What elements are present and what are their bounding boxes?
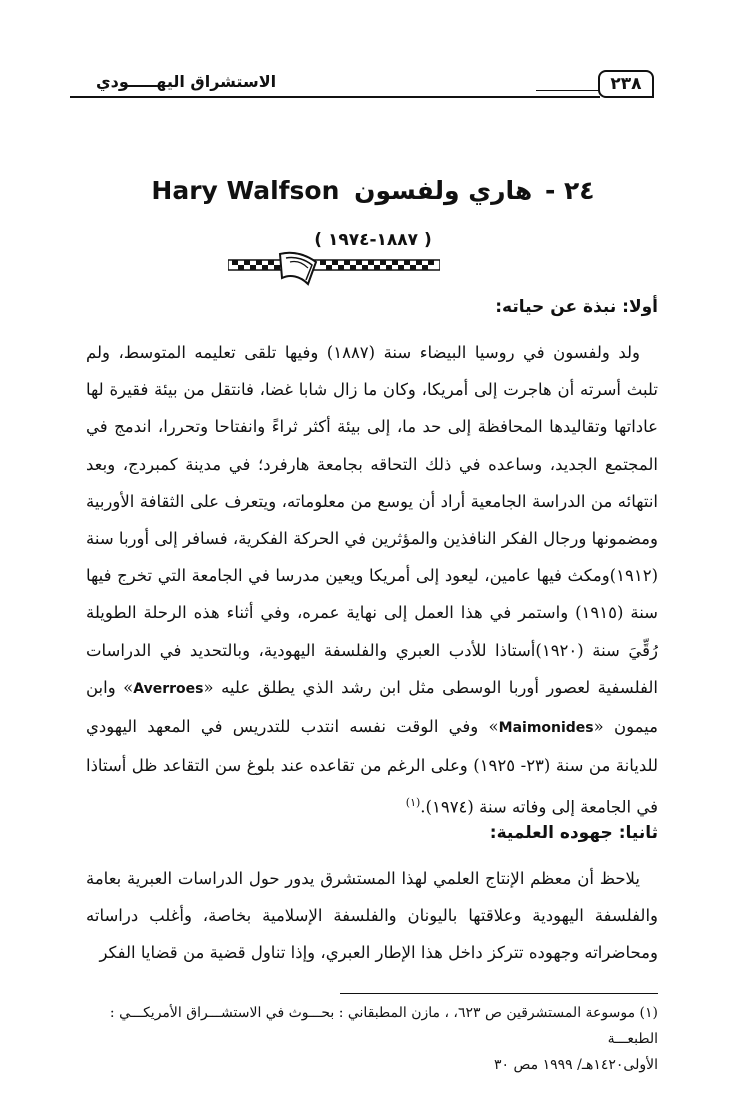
- footnote: [80, 1000, 658, 1078]
- page-number-box: [598, 70, 654, 98]
- biography-text-part-1: ولد ولفسون في روسيا البيضاء سنة (١٨٨٧) وفيها تلقى تعليمه المتوسط، ولم تلبث أسرته أن هاجرت إلى أمريكا، وكان ما زال شابا غضا، فانتقل من بيئة فقيرة لها عاداتها وتقاليدها المحافظة إلى حد ما، إلى بيئة أكثر ثراءً وانفتاحا وتحررا، اندمج في المجتمع الجديد، وساعده في ذلك التحاقه بجامعة هارفرد؛ في مدينة كمبردج، وبعد انتهائه من الدراسة الجامعية أراد أن يوسع من معلوماته، ويتعرف على الثقافة الأوربية ومضمونها ورجال الفكر النافذين والمؤثرين في الحركة الفكرية، فسافر إلى أوربا سنة (١٩١٢)ومكث فيها عامين، ليعود إلى أمريكا ويعين مدرسا في الجامعة التي تخرج فيها سنة (١٩١٥) واستمر في هذا العمل إلى نهاية عمره، وفي أثناء هذه الرحلة الطويلة رُقِّيَ سنة (١٩٢٠)أستاذا للأدب العبري والفلسفة اليهودية، وبالتحديد في الدراسات الفلسفية لعصور أوربا الوسطى مثل ابن رشد الذي يطلق عليه «: [86, 343, 658, 697]
- footnote-line-1: (١) موسوعة المستشرقين ص ٦٢٣، ، مازن المطبقاني : بحـــوث في الاستشـــراق الأمريكـــي : الطبعـــة: [109, 1005, 658, 1047]
- term-averroes: Averroes: [133, 680, 204, 697]
- header-rule-short: [536, 90, 600, 91]
- footnote-line-2: الأولى١٤٢٠هـ/ ١٩٩٩ مص ٣٠: [494, 1057, 658, 1073]
- article-title-latin: Hary Walfson: [151, 176, 340, 205]
- header-rule: [70, 96, 600, 98]
- paragraph-scholarly-efforts: [86, 860, 658, 972]
- biography-text-part-2: » وابن ميمون «: [86, 677, 658, 737]
- footnote-rule: [340, 993, 658, 994]
- section-heading-scholarly-efforts: ثانيا: جهوده العلمية:: [489, 823, 658, 843]
- term-maimonides: Maimonides: [498, 720, 594, 737]
- scholarly-efforts-text: يلاحظ أن معظم الإنتاج العلمي لهذا المستشرق يدور حول الدراسات العبرية بعامة والفلسفة اليهودية وعلاقتها باليونان والفلسفة الإسلامية بخاصة، وأغلب دراساته ومحاضراته وجهوده تتركز داخل هذا الإطار العبري، وإذا تناول قضية من قضايا الفكر: [86, 869, 658, 963]
- page-number: ٢٣٨: [610, 74, 642, 94]
- decorative-ornament-icon: [228, 248, 440, 288]
- paragraph-biography: [86, 334, 658, 826]
- article-years: ( ١٨٨٧-١٩٧٤ ): [314, 230, 432, 250]
- article-title-arabic: هاري ولفسون: [354, 176, 533, 205]
- article-number: ٢٤ -: [544, 176, 595, 205]
- running-header-title: الاستشراق اليهـــــودي: [96, 72, 277, 91]
- section-heading-biography: أولا: نبذة عن حياته:: [495, 297, 658, 317]
- biography-text-part-3: » وفي الوقت نفسه انتدب للتدريس في المعهد اليهودي للديانة من سنة (٢٣- ١٩٢٥) وعلى الرغم من تقاعده عند بلوغ سن التقاعد ظل أستاذا في الجامعة إلى وفاته سنة (١٩٧٤).: [86, 717, 659, 817]
- footnote-reference: (١): [405, 796, 421, 810]
- article-title: [120, 176, 626, 205]
